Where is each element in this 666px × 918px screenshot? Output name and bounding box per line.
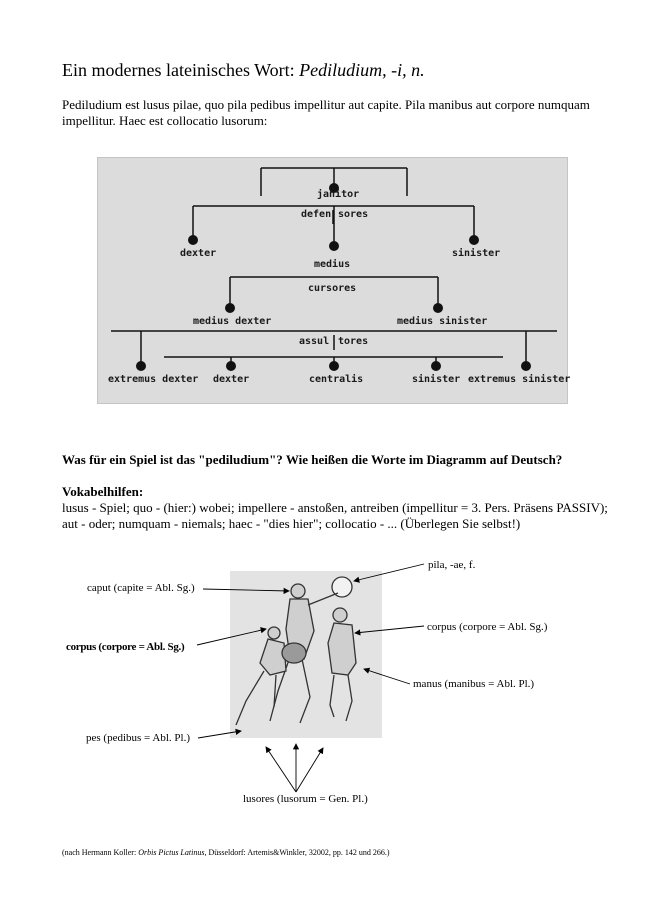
extremus-dexter-label: extremus dexter: [108, 374, 199, 385]
assul-label: assul: [299, 336, 330, 347]
medius-sinister-label: medius sinister: [397, 316, 488, 327]
defen-label: defen: [301, 209, 332, 220]
label-corpus-right: corpus (corpore = Abl. Sg.): [427, 621, 548, 633]
arrow-lusores-1: [266, 747, 296, 792]
centralis-label: centralis: [309, 374, 364, 385]
dexter-def-label: dexter: [180, 248, 217, 259]
label-manus: manus (manibus = Abl. Pl.): [413, 678, 535, 690]
arrow-pila: [354, 564, 424, 581]
label-lusores: lusores (lusorum = Gen. Pl.): [243, 793, 368, 805]
arrow-manus: [364, 669, 410, 684]
dexter-att-label: dexter: [213, 374, 250, 385]
title-prefix: Ein modernes lateinisches Wort:: [62, 60, 300, 80]
footnote-book: Orbis Pictus Latinus: [138, 848, 205, 857]
cursores-label: cursores: [308, 283, 357, 294]
tores-label: tores: [338, 336, 369, 347]
vocab-heading: Vokabelhilfen:: [62, 484, 144, 499]
label-caput: caput (capite = Abl. Sg.): [87, 582, 195, 594]
arrow-corpus-left: [197, 629, 266, 645]
arrow-caput: [203, 589, 289, 591]
label-pes: pes (pedibus = Abl. Pl.): [86, 732, 190, 744]
vocab-text: lusus - Spiel; quo - (hier:) wobei; impellere - anstoßen, antreiben (impellitur = 3. Pers. Präsens PASSIV); aut - oder; numquam - niemals; haec - "dies hier"; collocatio - ... (Überlegen Sie selbst!): [62, 500, 608, 531]
sinister-def-label: sinister: [452, 248, 501, 259]
label-corpus-left: corpus (corpore = Abl. Sg.): [66, 641, 185, 653]
title-word: Pediludium, -i, n.: [299, 60, 425, 80]
label-pila: pila, -ae, f.: [428, 559, 476, 571]
arrow-pes: [198, 731, 241, 738]
question-heading: Was für ein Spiel ist das "pediludium"? Wie heißen die Worte im Diagramm auf Deutsch?: [62, 452, 563, 467]
arrow-lusores-3: [296, 748, 323, 792]
footnote-suffix: , Düsseldorf: Artemis&Winkler, 32002, pp. 142 und 266.): [204, 848, 390, 857]
janitor-label: janitor: [317, 189, 360, 200]
medius-dexter-label: medius dexter: [193, 316, 272, 327]
arrow-corpus-right: [355, 626, 424, 633]
sinister-att-label: sinister: [412, 374, 461, 385]
medius-label: medius: [314, 259, 351, 270]
extremus-sinister-label: extremus sinister: [468, 374, 571, 385]
footnote-prefix: (nach Hermann Koller:: [62, 848, 139, 857]
source-footnote: [62, 848, 390, 857]
intro-paragraph: Pediludium est lusus pilae, quo pila pedibus impellitur aut capite. Pila manibus aut corpore numquam impellitur. Haec est collocatio lusorum:: [62, 97, 590, 128]
sores-label: sores: [338, 209, 369, 220]
